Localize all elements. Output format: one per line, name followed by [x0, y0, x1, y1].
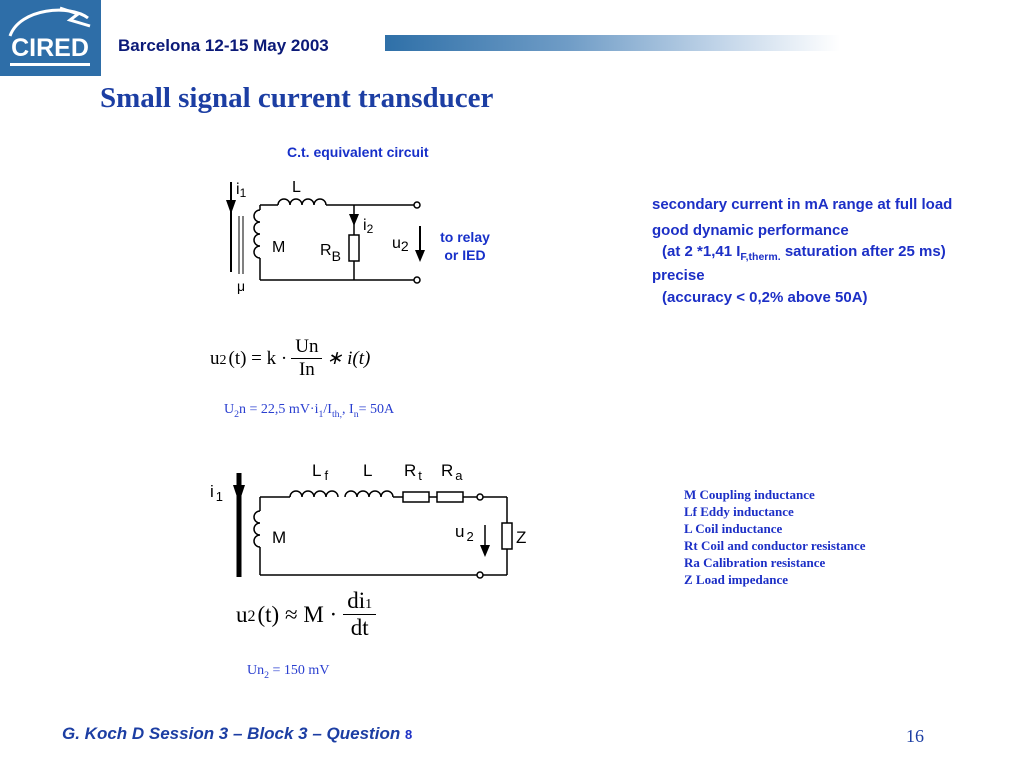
formula1-note: $U_2n = 22,5$ $mV\cdot i_1/I_{th,}$, $I_n= 50A$ [224, 402, 395, 420]
svg-text:i1 [236, 181, 247, 200]
svg-text:i1 [210, 482, 223, 504]
circuit1-diagram [220, 170, 440, 300]
c1-label-L: L [292, 179, 301, 196]
c2-label-Rt: R [404, 461, 417, 480]
footer-question-number: 8 [404, 727, 413, 742]
c1-label-i2: i [363, 217, 367, 234]
c1-label-mu: μ [237, 278, 246, 294]
bullet-secondary-current: secondary current in mA range at full load [652, 196, 953, 213]
circuit1-note-line2: or IED [444, 247, 486, 263]
footer-session: G. Koch D Session 3 – Block 3 – Question 8 [62, 724, 413, 743]
header-date: Barcelona 12-15 May 2003 [118, 36, 329, 55]
c2-label-Lf-sub: f [324, 468, 329, 483]
legend-M: M Coupling inductance [684, 487, 815, 502]
formula-u2-transfer: u 2 (t) = k · Un In ∗ i(t) [210, 336, 371, 380]
c1-label-RB: R [320, 242, 332, 259]
svg-text:u2 [455, 522, 474, 544]
c2-label-u2-sub: 2 [466, 529, 474, 544]
svg-text:RB [320, 242, 341, 264]
c2-label-u2: u [455, 522, 465, 541]
c2-label-Ra: R [441, 461, 454, 480]
c2-label-Ra-sub: a [455, 468, 463, 483]
svg-text:Rt [404, 461, 422, 483]
svg-text:Lf [312, 461, 328, 483]
c2-label-L: L [363, 461, 373, 480]
c1-label-i2-sub: 2 [366, 222, 374, 236]
c1-label-M: M [272, 239, 286, 256]
legend-Ra: Ra Calibration resistance [684, 555, 826, 570]
svg-text:u2 [392, 235, 409, 254]
header-gradient-bar [385, 35, 840, 51]
c2-label-Lf: L [312, 461, 322, 480]
c1-label-i1-sub: 1 [239, 186, 247, 200]
cired-logo [0, 0, 101, 76]
svg-text:i2 [363, 217, 374, 236]
bullet-accuracy: (accuracy < 0,2% above 50A) [662, 289, 868, 306]
bullet-saturation: (at 2 *1,41 $I_{F,therm.}$ saturation after 25 ms) [662, 243, 946, 263]
c1-label-i1: i [236, 181, 240, 198]
c2-label-Z: Z [516, 528, 527, 547]
c2-label-i1-sub: 1 [215, 489, 224, 504]
circuit1-note-line1: to relay [440, 229, 490, 245]
slide-title: Small signal current transducer [100, 82, 494, 114]
legend-L: L Coil inductance [684, 521, 783, 536]
svg-text:Ra [441, 461, 463, 483]
page-number: 16 [906, 726, 924, 746]
c1-label-u2: u [392, 235, 401, 252]
cired-logo-text: CIRED [11, 34, 89, 62]
c2-label-Rt-sub: t [418, 468, 422, 483]
cired-logo-graphic [0, 0, 101, 76]
c1-label-RB-sub: B [331, 248, 341, 264]
bullet-dynamic-performance: good dynamic performance [652, 222, 849, 239]
circuit1-caption: C.t. equivalent circuit [287, 144, 429, 160]
circuit2-diagram [205, 455, 540, 585]
bullet-precise: precise [652, 267, 705, 284]
c1-label-u2-sub: 2 [400, 238, 409, 254]
c2-label-M: M [272, 528, 287, 547]
legend-Z: Z Load impedance [684, 572, 789, 587]
c2-label-i1: i [210, 482, 214, 501]
legend-Lf: Lf Eddy inductance [684, 504, 794, 519]
circuit1-note [430, 228, 500, 264]
formula-u2-derivative: u 2 (t) ≈ M · di1 dt [236, 588, 382, 641]
formula2-note: $Un_2 = 150$ mV [247, 663, 330, 681]
legend-Rt: Rt Coil and conductor resistance [684, 538, 866, 553]
